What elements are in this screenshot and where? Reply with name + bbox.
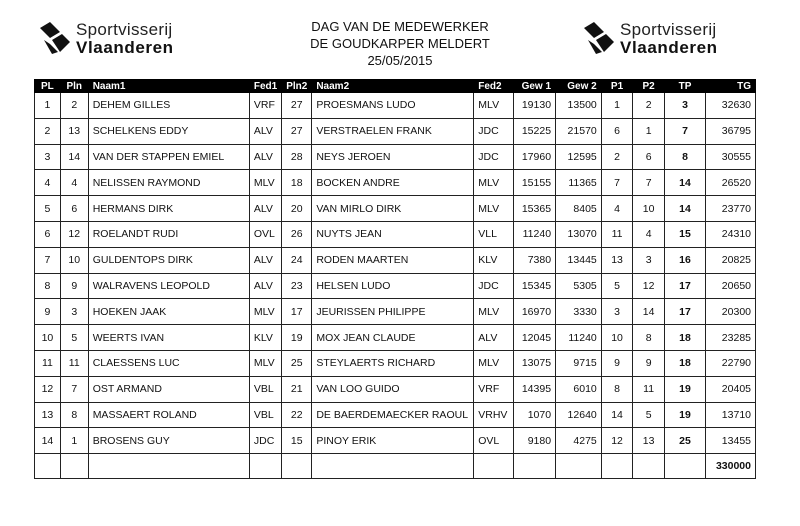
table-cell: NEYS JEROEN (312, 144, 474, 170)
table-cell: HERMANS DIRK (88, 196, 249, 222)
table-cell: PROESMANS LUDO (312, 93, 474, 119)
table-cell: 14 (664, 170, 705, 196)
table-cell: VAN DER STAPPEN EMIEL (88, 144, 249, 170)
table-cell: 21570 (556, 118, 602, 144)
table-cell: 13 (601, 247, 633, 273)
table-cell: VERSTRAELEN FRANK (312, 118, 474, 144)
table-cell: 15155 (514, 170, 556, 196)
table-cell: 9715 (556, 350, 602, 376)
table-cell: VRHV (474, 402, 514, 428)
table-cell: JEURISSEN PHILIPPE (312, 299, 474, 325)
table-cell: 9 (60, 273, 88, 299)
table-cell: 2 (60, 93, 88, 119)
table-cell: 26520 (706, 170, 756, 196)
table-cell: 19 (282, 325, 312, 351)
table-cell: 16970 (514, 299, 556, 325)
table-cell: WALRAVENS LEOPOLD (88, 273, 249, 299)
table-cell: 19130 (514, 93, 556, 119)
table-row (35, 402, 756, 428)
table-cell: 11 (633, 376, 665, 402)
table-cell: 7380 (514, 247, 556, 273)
total-row (35, 454, 756, 479)
table-cell: MLV (474, 350, 514, 376)
table-cell: 5 (60, 325, 88, 351)
table-cell: 13710 (706, 402, 756, 428)
table-row (35, 170, 756, 196)
table-cell: 26 (282, 221, 312, 247)
table-row (35, 350, 756, 376)
table-cell: 23 (282, 273, 312, 299)
logo-line1: Sportvisserij (620, 19, 717, 39)
table-cell: 20650 (706, 273, 756, 299)
table-cell: 24310 (706, 221, 756, 247)
table-cell: 13 (60, 118, 88, 144)
table-cell: 18 (282, 170, 312, 196)
table-cell: 17 (282, 299, 312, 325)
table-cell: 14 (633, 299, 665, 325)
table-cell: MOX JEAN CLAUDE (312, 325, 474, 351)
column-header: Naam1 (88, 80, 249, 93)
table-cell: 6 (60, 196, 88, 222)
table-cell: 3 (664, 93, 705, 119)
logo-left (38, 20, 174, 56)
table-cell: 17 (664, 299, 705, 325)
empty-cell (664, 454, 705, 479)
table-cell: 18 (664, 325, 705, 351)
table-cell: 3 (35, 144, 61, 170)
table-cell: 11240 (514, 221, 556, 247)
table-cell: 11 (35, 350, 61, 376)
column-header: P1 (601, 80, 633, 93)
column-header: Gew 1 (514, 80, 556, 93)
logo-line2: Vlaanderen (76, 37, 174, 57)
table-cell: ALV (249, 118, 281, 144)
table-row (35, 325, 756, 351)
empty-cell (556, 454, 602, 479)
table-cell: 13500 (556, 93, 602, 119)
column-header: Naam2 (312, 80, 474, 93)
table-cell: VBL (249, 402, 281, 428)
table-cell: 16 (664, 247, 705, 273)
table-cell: HELSEN LUDO (312, 273, 474, 299)
table-cell: ROELANDT RUDI (88, 221, 249, 247)
empty-cell (474, 454, 514, 479)
table-cell: SCHELKENS EDDY (88, 118, 249, 144)
table-cell: 10 (60, 247, 88, 273)
table-cell: ALV (249, 247, 281, 273)
table-cell: VBL (249, 376, 281, 402)
logo-right (582, 20, 718, 56)
table-cell: 11 (601, 221, 633, 247)
table-cell: 8 (633, 325, 665, 351)
table-cell: MASSAERT ROLAND (88, 402, 249, 428)
table-cell: 14 (664, 196, 705, 222)
table-cell: 14 (601, 402, 633, 428)
table-cell: 9180 (514, 428, 556, 454)
table-cell: 15345 (514, 273, 556, 299)
table-cell: 6 (35, 221, 61, 247)
table-cell: 4 (601, 196, 633, 222)
table-cell: 7 (664, 118, 705, 144)
table-header-row (35, 80, 756, 93)
table-cell: 6010 (556, 376, 602, 402)
table-cell: 13455 (706, 428, 756, 454)
table-cell: 27 (282, 118, 312, 144)
table-cell: 9 (601, 350, 633, 376)
table-cell: 6 (601, 118, 633, 144)
table-cell: RODEN MAARTEN (312, 247, 474, 273)
table-cell: 8 (601, 376, 633, 402)
table-cell: 4 (35, 170, 61, 196)
table-cell: 7 (633, 170, 665, 196)
table-row (35, 376, 756, 402)
table-cell: 18 (664, 350, 705, 376)
table-cell: OVL (249, 221, 281, 247)
table-cell: 22 (282, 402, 312, 428)
empty-cell (601, 454, 633, 479)
empty-cell (35, 454, 61, 479)
table-cell: 13445 (556, 247, 602, 273)
empty-cell (514, 454, 556, 479)
table-cell: DE BAERDEMAECKER RAOUL (312, 402, 474, 428)
table-cell: 15225 (514, 118, 556, 144)
table-cell: ALV (249, 196, 281, 222)
table-cell: 32630 (706, 93, 756, 119)
table-cell: MLV (249, 350, 281, 376)
table-cell: 12595 (556, 144, 602, 170)
table-row (35, 196, 756, 222)
table-cell: 25 (664, 428, 705, 454)
table-row (35, 221, 756, 247)
table-cell: 22790 (706, 350, 756, 376)
table-cell: WEERTS IVAN (88, 325, 249, 351)
table-cell: VAN LOO GUIDO (312, 376, 474, 402)
table-cell: MLV (249, 299, 281, 325)
table-cell: 12 (601, 428, 633, 454)
column-header: PL (35, 80, 61, 93)
table-cell: ALV (249, 273, 281, 299)
table-cell: 1 (601, 93, 633, 119)
table-cell: 7 (35, 247, 61, 273)
column-header: Pln (60, 80, 88, 93)
table-cell: MLV (474, 93, 514, 119)
table-cell: 21 (282, 376, 312, 402)
table-cell: MLV (474, 196, 514, 222)
table-cell: 15 (664, 221, 705, 247)
table-cell: 10 (633, 196, 665, 222)
table-cell: MLV (249, 170, 281, 196)
table-cell: 3 (601, 299, 633, 325)
empty-cell (282, 454, 312, 479)
table-cell: HOEKEN JAAK (88, 299, 249, 325)
table-cell: JDC (474, 144, 514, 170)
table-cell: 4 (60, 170, 88, 196)
table-cell: STEYLAERTS RICHARD (312, 350, 474, 376)
table-cell: JDC (249, 428, 281, 454)
table-cell: PINOY ERIK (312, 428, 474, 454)
table-cell: 13075 (514, 350, 556, 376)
table-row (35, 247, 756, 273)
table-cell: 13070 (556, 221, 602, 247)
sportvisserij-logo-icon (582, 20, 616, 56)
table-cell: JDC (474, 118, 514, 144)
table-cell: 14 (60, 144, 88, 170)
table-cell: 5 (633, 402, 665, 428)
table-cell: MLV (474, 299, 514, 325)
table-cell: 9 (35, 299, 61, 325)
table-cell: 1 (35, 93, 61, 119)
table-cell: BOCKEN ANDRE (312, 170, 474, 196)
table-cell: 7 (601, 170, 633, 196)
table-cell: VRF (474, 376, 514, 402)
table-cell: 14395 (514, 376, 556, 402)
empty-cell (249, 454, 281, 479)
table-cell: 2 (633, 93, 665, 119)
table-cell: 15 (282, 428, 312, 454)
logo-line2: Vlaanderen (620, 37, 718, 57)
table-cell: VLL (474, 221, 514, 247)
table-cell: 15365 (514, 196, 556, 222)
table-row (35, 93, 756, 119)
table-cell: VRF (249, 93, 281, 119)
table-cell: VAN MIRLO DIRK (312, 196, 474, 222)
empty-cell (88, 454, 249, 479)
table-cell: ALV (249, 144, 281, 170)
table-row (35, 144, 756, 170)
table-cell: 2 (601, 144, 633, 170)
table-cell: 1 (60, 428, 88, 454)
table-cell: 27 (282, 93, 312, 119)
sportvisserij-logo-icon (38, 20, 72, 56)
table-cell: 20825 (706, 247, 756, 273)
column-header: Fed2 (474, 80, 514, 93)
table-cell: 3 (60, 299, 88, 325)
table-cell: 30555 (706, 144, 756, 170)
table-cell: 10 (601, 325, 633, 351)
table-cell: 8 (35, 273, 61, 299)
table-cell: 12 (60, 221, 88, 247)
table-cell: 11365 (556, 170, 602, 196)
table-cell: KLV (474, 247, 514, 273)
table-cell: NUYTS JEAN (312, 221, 474, 247)
table-cell: 17 (664, 273, 705, 299)
venue-title: DE GOUDKARPER MELDERT (310, 36, 490, 51)
table-cell: 12045 (514, 325, 556, 351)
table-cell: 2 (35, 118, 61, 144)
column-header: P2 (633, 80, 665, 93)
table-cell: 20405 (706, 376, 756, 402)
table-cell: 11240 (556, 325, 602, 351)
table-cell: 7 (60, 376, 88, 402)
table-row (35, 273, 756, 299)
table-cell: 23285 (706, 325, 756, 351)
column-header: Gew 2 (556, 80, 602, 93)
empty-cell (60, 454, 88, 479)
table-cell: 10 (35, 325, 61, 351)
table-cell: MLV (474, 170, 514, 196)
table-cell: 25 (282, 350, 312, 376)
table-cell: 13 (35, 402, 61, 428)
table-cell: 19 (664, 402, 705, 428)
table-cell: 14 (35, 428, 61, 454)
table-cell: 8 (60, 402, 88, 428)
table-cell: 12 (633, 273, 665, 299)
column-header: Fed1 (249, 80, 281, 93)
event-title: DAG VAN DE MEDEWERKER (311, 19, 489, 34)
table-cell: 1070 (514, 402, 556, 428)
table-cell: 8 (664, 144, 705, 170)
event-date: 25/05/2015 (367, 53, 433, 68)
table-cell: 17960 (514, 144, 556, 170)
table-cell: OVL (474, 428, 514, 454)
table-cell: 20300 (706, 299, 756, 325)
table-cell: 24 (282, 247, 312, 273)
table-cell: 28 (282, 144, 312, 170)
table-row (35, 428, 756, 454)
table-cell: 4275 (556, 428, 602, 454)
table-cell: 1 (633, 118, 665, 144)
table-cell: 23770 (706, 196, 756, 222)
column-header: Pln2 (282, 80, 312, 93)
table-row (35, 118, 756, 144)
table-cell: 5 (601, 273, 633, 299)
table-cell: 36795 (706, 118, 756, 144)
table-cell: CLAESSENS LUC (88, 350, 249, 376)
table-cell: 5 (35, 196, 61, 222)
table-row (35, 299, 756, 325)
logo-line1: Sportvisserij (76, 19, 173, 39)
table-cell: 13 (633, 428, 665, 454)
table-cell: 8405 (556, 196, 602, 222)
empty-cell (312, 454, 474, 479)
table-cell: 9 (633, 350, 665, 376)
table-cell: 12640 (556, 402, 602, 428)
table-cell: 19 (664, 376, 705, 402)
table-cell: DEHEM GILLES (88, 93, 249, 119)
column-header: TG (706, 80, 756, 93)
table-cell: 11 (60, 350, 88, 376)
table-cell: JDC (474, 273, 514, 299)
table-cell: 3330 (556, 299, 602, 325)
page-header (250, 18, 550, 69)
table-cell: 5305 (556, 273, 602, 299)
column-header: TP (664, 80, 705, 93)
results-table (34, 79, 756, 479)
table-cell: 20 (282, 196, 312, 222)
table-cell: KLV (249, 325, 281, 351)
table-cell: 4 (633, 221, 665, 247)
table-cell: ALV (474, 325, 514, 351)
table-cell: 6 (633, 144, 665, 170)
empty-cell (633, 454, 665, 479)
table-cell: 3 (633, 247, 665, 273)
total-weight: 330000 (706, 454, 756, 479)
table-cell: 12 (35, 376, 61, 402)
table-cell: BROSENS GUY (88, 428, 249, 454)
table-cell: OST ARMAND (88, 376, 249, 402)
table-cell: NELISSEN RAYMOND (88, 170, 249, 196)
table-cell: GULDENTOPS DIRK (88, 247, 249, 273)
